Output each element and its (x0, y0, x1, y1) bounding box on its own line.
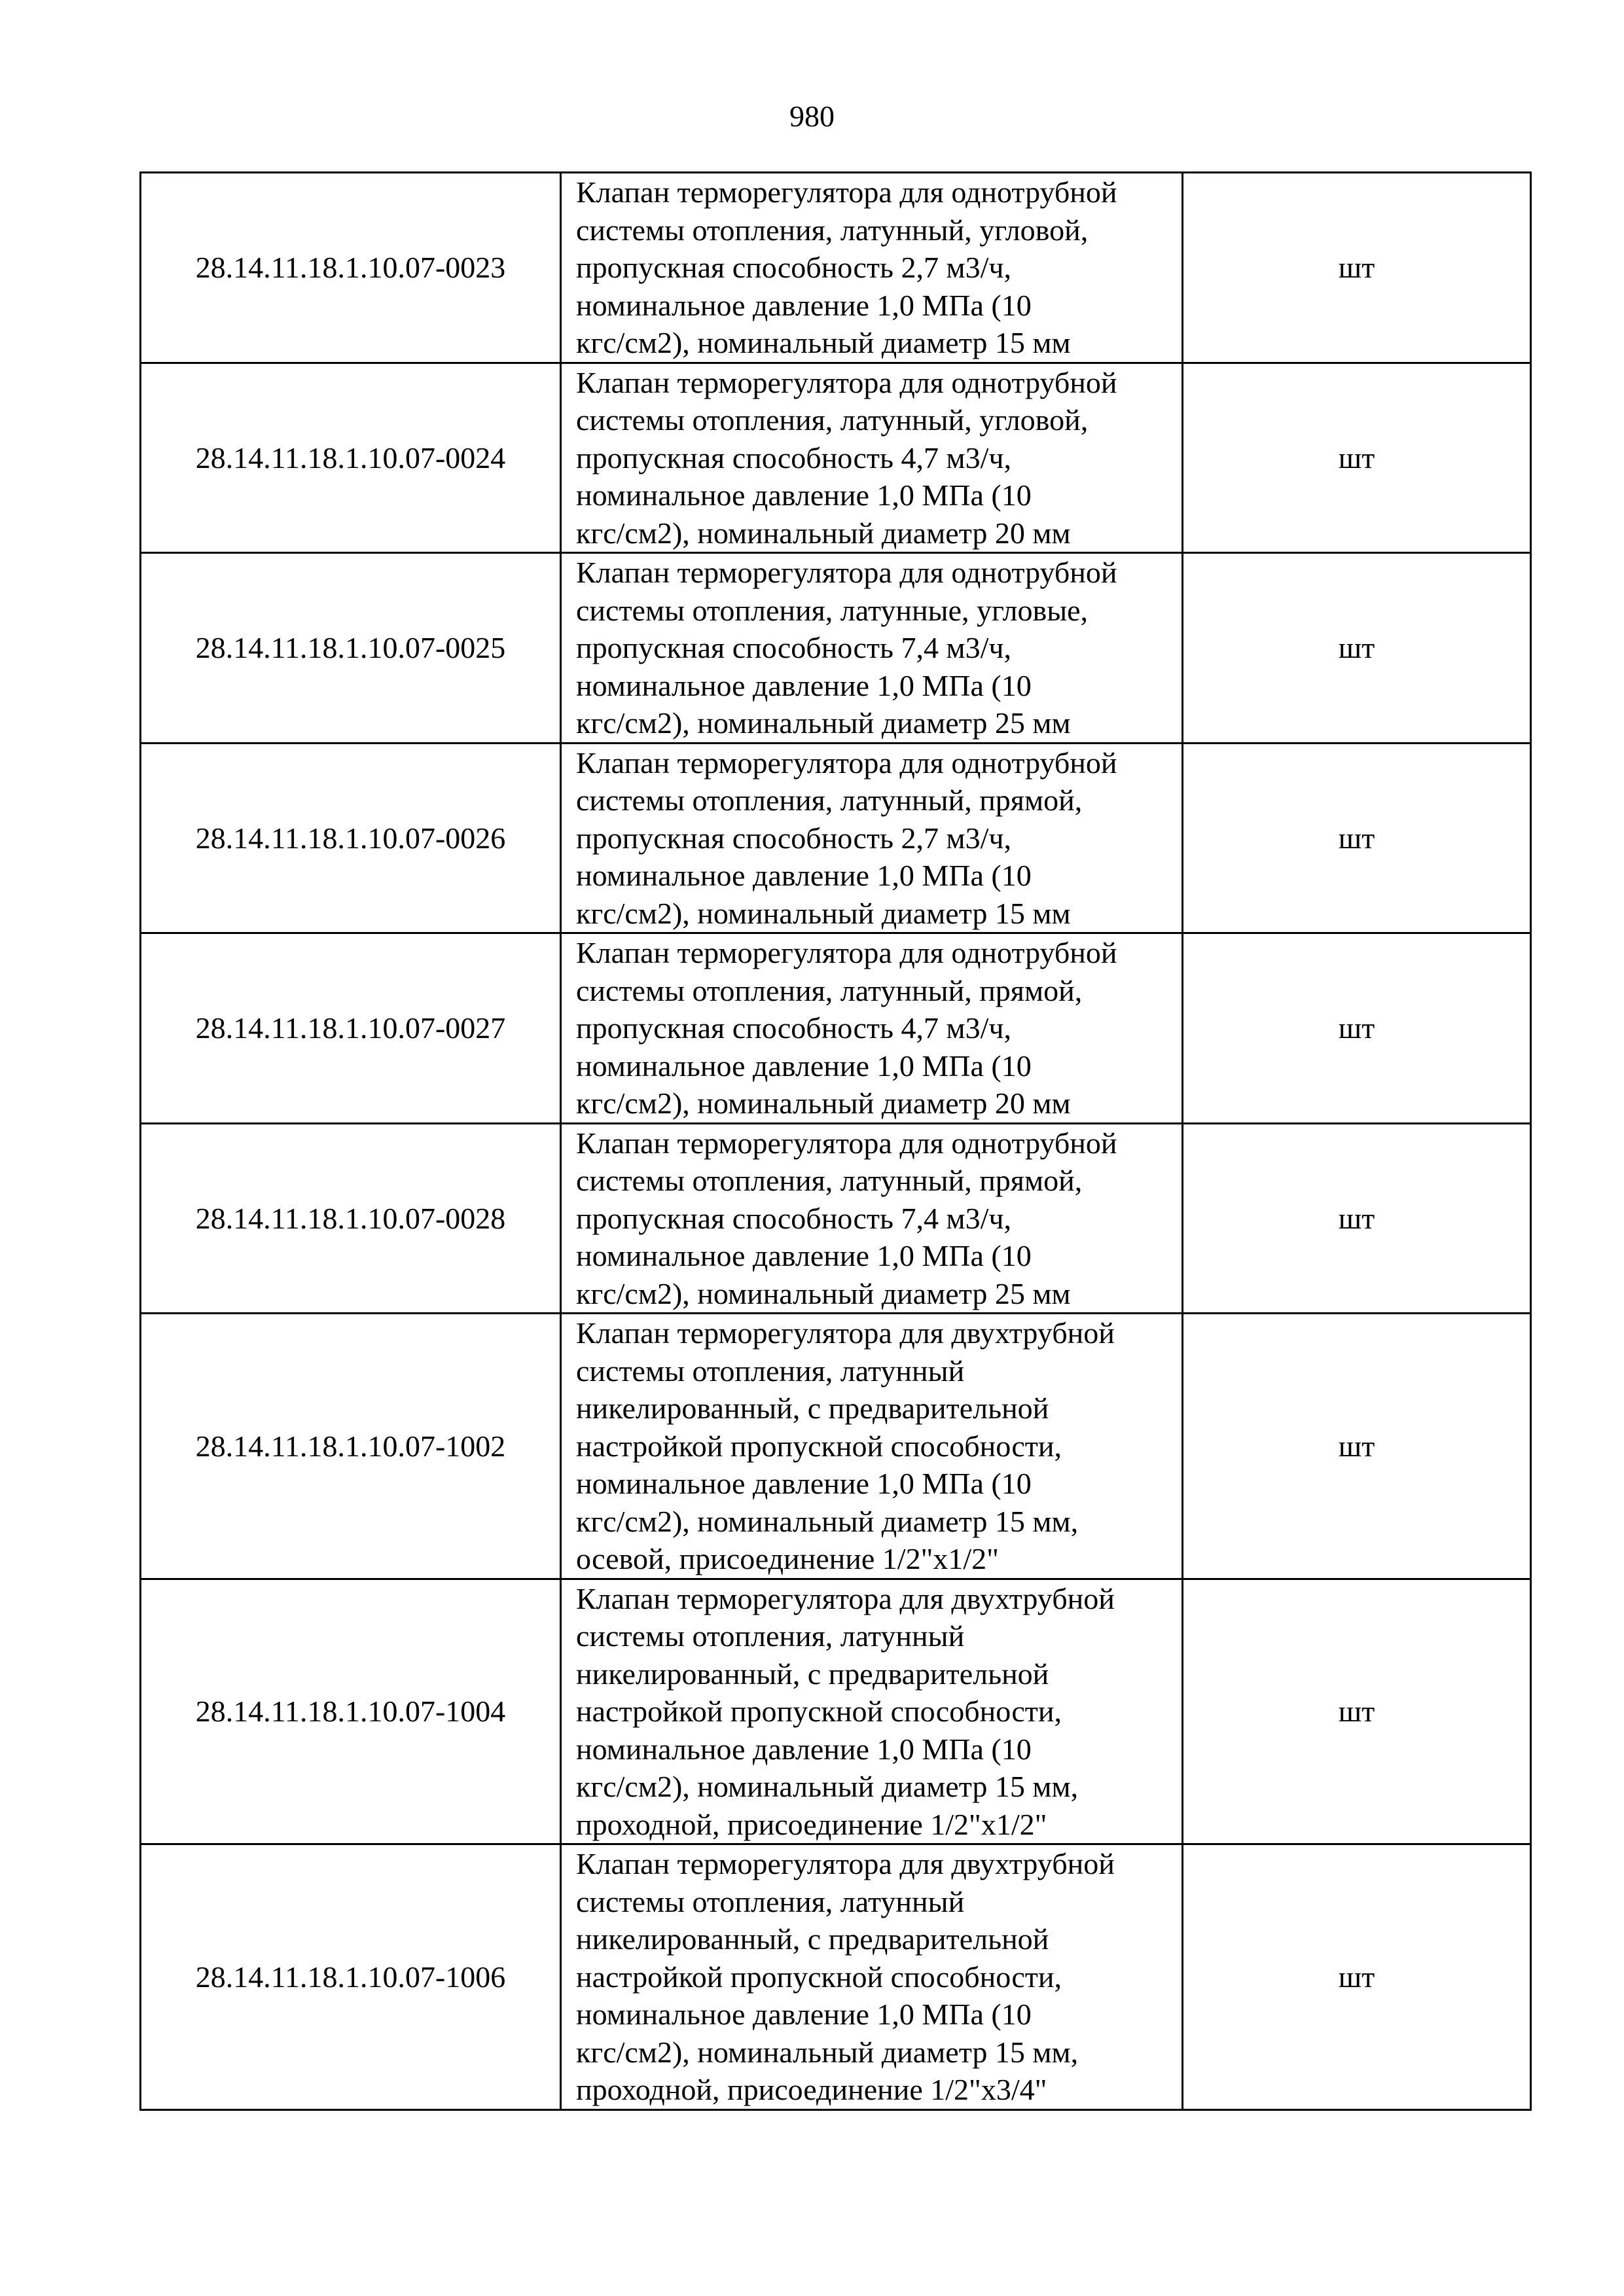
description-line: номинальное давление 1,0 МПа (10 (576, 859, 1032, 892)
description-line: Клапан терморегулятора для однотрубной (576, 936, 1117, 969)
description-line: проходной, присоединение 1/2"x3/4" (576, 2073, 1047, 2106)
resource-description (561, 1579, 1183, 1844)
resource-code: 28.14.11.18.1.10.07-1002 (141, 1314, 561, 1579)
description-line: номинальное давление 1,0 МПа (10 (576, 1732, 1032, 1766)
resource-description (561, 173, 1183, 363)
description-line: номинальное давление 1,0 МПа (10 (576, 1467, 1032, 1500)
description-line: никелированный, с предварительной (576, 1657, 1049, 1691)
table-row (141, 743, 1531, 933)
resource-code: 28.14.11.18.1.10.07-0023 (141, 173, 561, 363)
description-line: Клапан терморегулятора для двухтрубной (576, 1847, 1115, 1880)
resource-code: 28.14.11.18.1.10.07-1004 (141, 1579, 561, 1844)
description-line: никелированный, с предварительной (576, 1922, 1049, 1956)
unit-of-measure: шт (1183, 1314, 1531, 1579)
specification-table (139, 171, 1532, 2111)
description-line: Клапан терморегулятора для однотрубной (576, 1126, 1117, 1160)
description-line: системы отопления, латунный (576, 1619, 965, 1653)
unit-of-measure: шт (1183, 173, 1531, 363)
resource-description (561, 1314, 1183, 1579)
table-row (141, 1844, 1531, 2110)
unit-of-measure: шт (1183, 743, 1531, 933)
description-line: кгс/см2), номинальный диаметр 15 мм, (576, 2035, 1079, 2069)
resource-code: 28.14.11.18.1.10.07-0028 (141, 1123, 561, 1314)
description-line: номинальное давление 1,0 МПа (10 (576, 1239, 1032, 1272)
description-line: пропускная способность 2,7 м3/ч, (576, 251, 1011, 284)
description-line: системы отопления, латунный, прямой, (576, 1164, 1083, 1197)
description-line: номинальное давление 1,0 МПа (10 (576, 1998, 1032, 2031)
table-row (141, 1123, 1531, 1314)
description-line: Клапан терморегулятора для двухтрубной (576, 1316, 1115, 1350)
description-line: номинальное давление 1,0 МПа (10 (576, 1049, 1032, 1083)
unit-of-measure: шт (1183, 933, 1531, 1124)
table-body (141, 173, 1531, 2110)
description-line: кгс/см2), номинальный диаметр 15 мм, (576, 1770, 1079, 1803)
description-line: пропускная способность 7,4 м3/ч, (576, 1201, 1011, 1235)
description-line: проходной, присоединение 1/2"x1/2" (576, 1807, 1047, 1841)
resource-description (561, 363, 1183, 553)
resource-code: 28.14.11.18.1.10.07-0025 (141, 553, 561, 744)
unit-of-measure: шт (1183, 1844, 1531, 2110)
unit-of-measure: шт (1183, 1123, 1531, 1314)
description-line: настройкой пропускной способности, (576, 1960, 1062, 1994)
description-line: осевой, присоединение 1/2"x1/2" (576, 1542, 999, 1575)
resource-description (561, 933, 1183, 1124)
description-line: пропускная способность 4,7 м3/ч, (576, 1011, 1011, 1045)
resource-code: 28.14.11.18.1.10.07-1006 (141, 1844, 561, 2110)
description-line: кгс/см2), номинальный диаметр 20 мм (576, 1086, 1071, 1120)
description-line: настройкой пропускной способности, (576, 1695, 1062, 1728)
description-line: Клапан терморегулятора для однотрубной (576, 556, 1117, 589)
unit-of-measure: шт (1183, 363, 1531, 553)
description-line: кгс/см2), номинальный диаметр 15 мм (576, 326, 1071, 359)
table-row (141, 933, 1531, 1124)
description-line: кгс/см2), номинальный диаметр 20 мм (576, 516, 1071, 550)
description-line: номинальное давление 1,0 МПа (10 (576, 288, 1032, 322)
description-line: системы отопления, латунный, угловой, (576, 213, 1089, 247)
table-row (141, 553, 1531, 744)
description-line: системы отопления, латунные, угловые, (576, 593, 1089, 627)
description-line: настройкой пропускной способности, (576, 1429, 1062, 1463)
resource-code: 28.14.11.18.1.10.07-0026 (141, 743, 561, 933)
description-line: номинальное давление 1,0 МПа (10 (576, 668, 1032, 702)
table-row (141, 363, 1531, 553)
table-row (141, 173, 1531, 363)
description-line: кгс/см2), номинальный диаметр 15 мм (576, 896, 1071, 930)
description-line: кгс/см2), номинальный диаметр 25 мм (576, 1276, 1071, 1310)
resource-description (561, 553, 1183, 744)
table-row (141, 1314, 1531, 1579)
description-line: системы отопления, латунный, прямой, (576, 973, 1083, 1007)
description-line: кгс/см2), номинальный диаметр 25 мм (576, 706, 1071, 740)
description-line: системы отопления, латунный (576, 1884, 965, 1918)
description-line: системы отопления, латунный, прямой, (576, 783, 1083, 817)
description-line: пропускная способность 4,7 м3/ч, (576, 440, 1011, 475)
description-line: номинальное давление 1,0 МПа (10 (576, 478, 1032, 512)
table-row (141, 1579, 1531, 1844)
unit-of-measure: шт (1183, 553, 1531, 744)
description-line: системы отопления, латунный, угловой, (576, 403, 1089, 437)
description-line: Клапан терморегулятора для двухтрубной (576, 1581, 1115, 1615)
description-line: никелированный, с предварительной (576, 1391, 1049, 1425)
page-number: 980 (789, 99, 835, 133)
unit-of-measure: шт (1183, 1579, 1531, 1844)
resource-description (561, 743, 1183, 933)
description-line: кгс/см2), номинальный диаметр 15 мм, (576, 1504, 1079, 1538)
description-line: системы отопления, латунный (576, 1354, 965, 1388)
resource-description (561, 1844, 1183, 2110)
description-line: Клапан терморегулятора для однотрубной (576, 175, 1117, 209)
resource-code: 28.14.11.18.1.10.07-0027 (141, 933, 561, 1124)
description-line: Клапан терморегулятора для однотрубной (576, 745, 1117, 780)
resource-code: 28.14.11.18.1.10.07-0024 (141, 363, 561, 553)
description-line: пропускная способность 7,4 м3/ч, (576, 631, 1011, 664)
description-line: пропускная способность 2,7 м3/ч, (576, 821, 1011, 855)
description-line: Клапан терморегулятора для однотрубной (576, 365, 1117, 399)
resource-description (561, 1123, 1183, 1314)
